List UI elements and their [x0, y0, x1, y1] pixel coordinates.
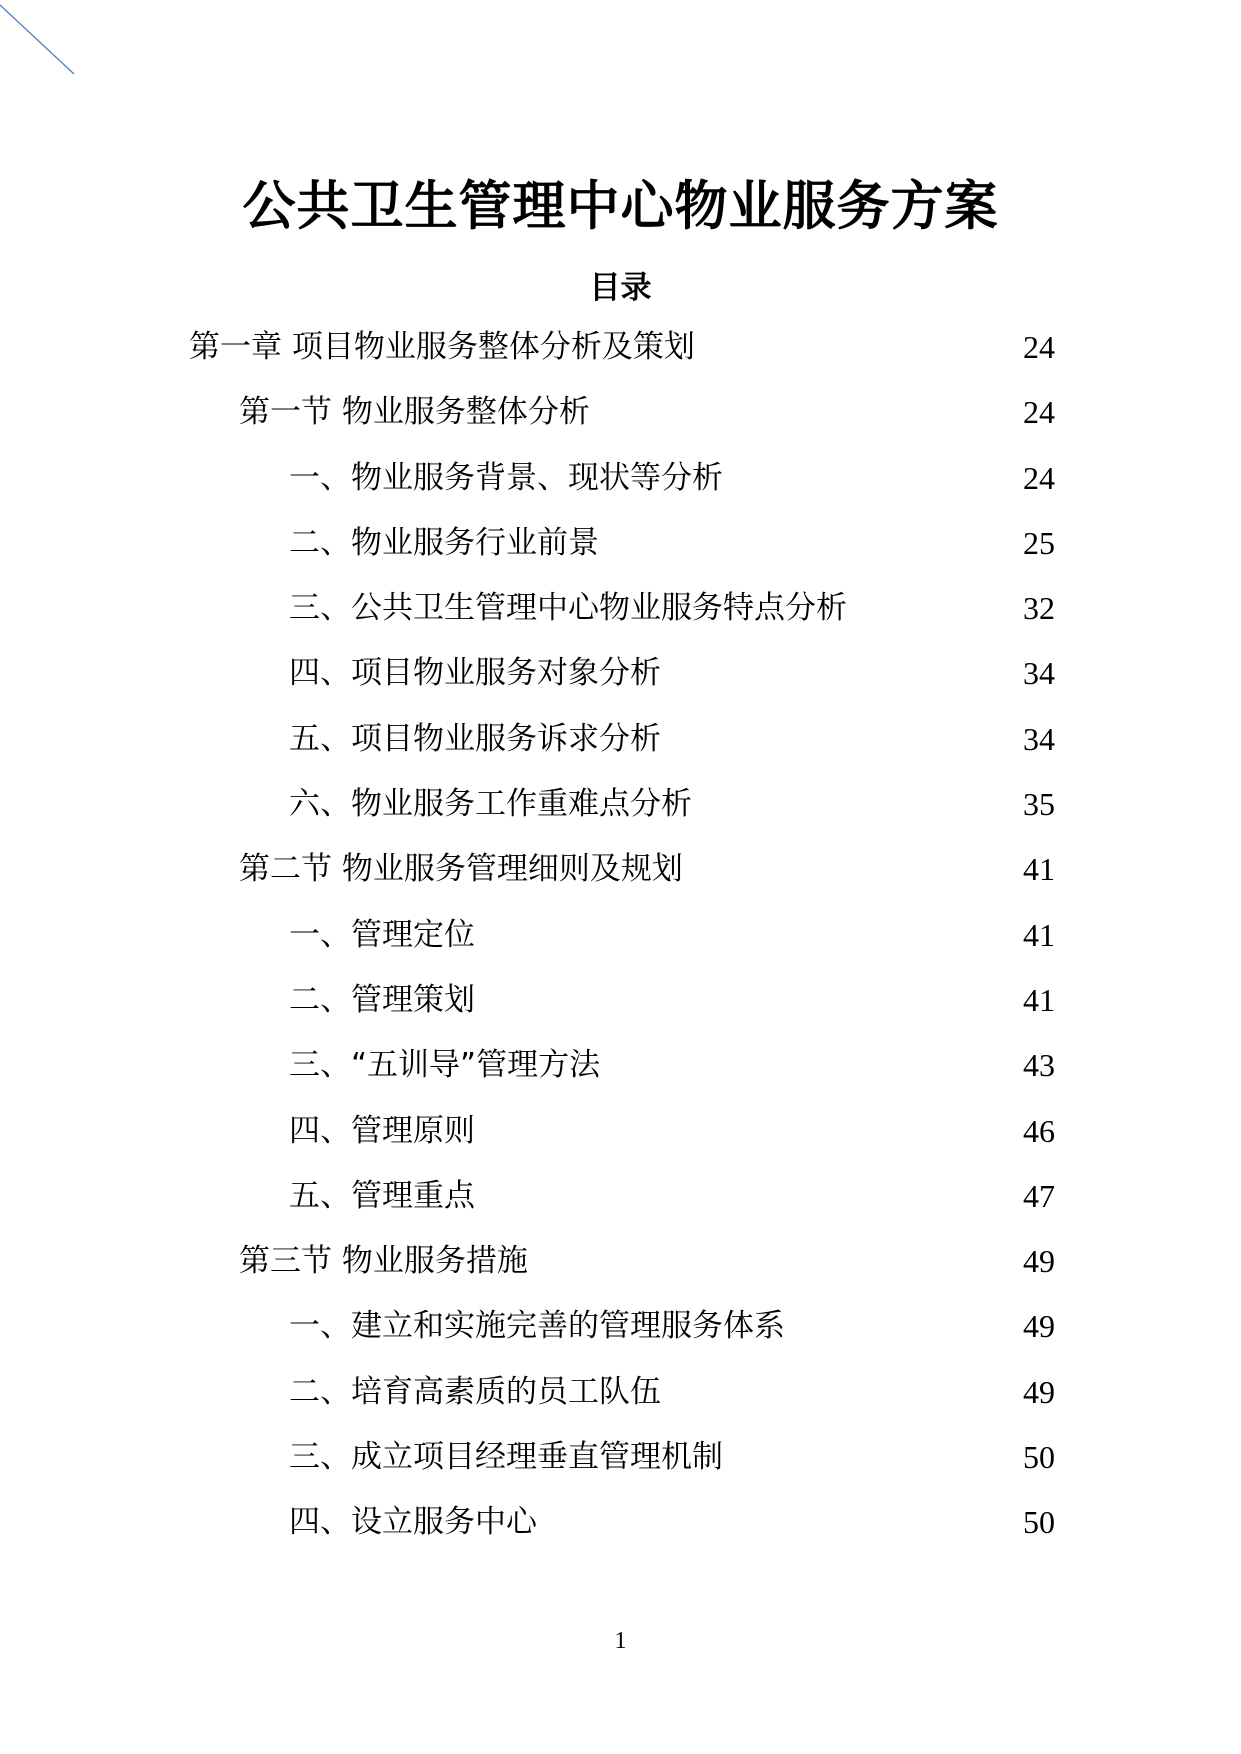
toc-entry-title: 一、物业服务背景、现状等分析 — [289, 459, 723, 496]
toc-entry-title: 四、管理原则 — [289, 1112, 475, 1149]
toc-entry-title: 第三节 物业服务措施 — [239, 1243, 528, 1280]
toc-entry-page: 25 — [1023, 524, 1055, 561]
toc-entry[interactable] — [0, 1111, 1241, 1176]
toc-entry-page: 32 — [1023, 590, 1055, 627]
toc-entry-page: 24 — [1023, 459, 1055, 496]
toc-entry[interactable] — [0, 653, 1241, 718]
toc-heading: 目录 — [589, 270, 652, 306]
toc-entry[interactable] — [0, 784, 1241, 849]
toc-entry[interactable] — [0, 523, 1241, 588]
toc-entry-title: 五、项目物业服务诉求分析 — [289, 720, 661, 757]
page-corner-crop-mark — [0, 0, 80, 80]
document-title: 公共卫生管理中心物业服务方案 — [242, 176, 999, 237]
toc-entry[interactable] — [0, 1502, 1241, 1567]
toc-entry-page: 49 — [1023, 1243, 1055, 1280]
toc-entry-title: 一、建立和实施完善的管理服务体系 — [289, 1308, 785, 1345]
toc-entry-title: 二、管理策划 — [289, 981, 475, 1018]
toc-entry-page: 43 — [1023, 1047, 1055, 1084]
toc-entry[interactable] — [0, 915, 1241, 980]
toc-entry-page: 34 — [1023, 655, 1055, 692]
table-of-contents — [0, 327, 1241, 1568]
toc-entry-page: 50 — [1023, 1439, 1055, 1476]
toc-entry[interactable] — [0, 719, 1241, 784]
toc-entry[interactable] — [0, 1045, 1241, 1110]
toc-entry-title: 三、成立项目经理垂直管理机制 — [289, 1439, 723, 1476]
toc-entry-page: 41 — [1023, 851, 1055, 888]
toc-entry[interactable] — [0, 327, 1241, 392]
toc-entry-title: 一、管理定位 — [289, 916, 475, 953]
toc-entry-page: 50 — [1023, 1504, 1055, 1541]
toc-entry-page: 49 — [1023, 1373, 1055, 1410]
toc-entry-page: 24 — [1023, 329, 1055, 365]
toc-entry-title: 三、“五训导”管理方法 — [289, 1047, 601, 1084]
toc-entry-title: 第二节 物业服务管理细则及规划 — [239, 851, 683, 888]
page-number: 1 — [614, 1628, 627, 1654]
toc-entry-title: 四、设立服务中心 — [289, 1504, 537, 1541]
toc-entry-title: 二、培育高素质的员工队伍 — [289, 1373, 661, 1410]
toc-entry-page: 41 — [1023, 916, 1055, 953]
toc-entry[interactable] — [0, 588, 1241, 653]
toc-entry-page: 41 — [1023, 981, 1055, 1018]
toc-entry-title: 六、物业服务工作重难点分析 — [289, 786, 692, 823]
toc-entry[interactable] — [0, 1437, 1241, 1502]
toc-entry-page: 24 — [1023, 394, 1055, 431]
toc-entry-title: 四、项目物业服务对象分析 — [289, 655, 661, 692]
toc-entry-page: 49 — [1023, 1308, 1055, 1345]
toc-entry[interactable] — [0, 1306, 1241, 1371]
toc-entry-title: 第一节 物业服务整体分析 — [239, 394, 590, 431]
toc-entry[interactable] — [0, 1176, 1241, 1241]
toc-entry[interactable] — [0, 392, 1241, 457]
toc-entry-title: 三、公共卫生管理中心物业服务特点分析 — [289, 590, 847, 627]
toc-entry-page: 46 — [1023, 1112, 1055, 1149]
toc-entry[interactable] — [0, 1241, 1241, 1306]
toc-entry[interactable] — [0, 1372, 1241, 1437]
toc-entry-title: 第一章 项目物业服务整体分析及策划 — [189, 329, 695, 365]
toc-entry-page: 35 — [1023, 786, 1055, 823]
toc-entry-title: 二、物业服务行业前景 — [289, 524, 599, 561]
toc-entry[interactable] — [0, 458, 1241, 523]
toc-entry[interactable] — [0, 980, 1241, 1045]
toc-entry-page: 47 — [1023, 1177, 1055, 1214]
toc-entry[interactable] — [0, 849, 1241, 914]
toc-entry-page: 34 — [1023, 720, 1055, 757]
toc-entry-title: 五、管理重点 — [289, 1177, 475, 1214]
